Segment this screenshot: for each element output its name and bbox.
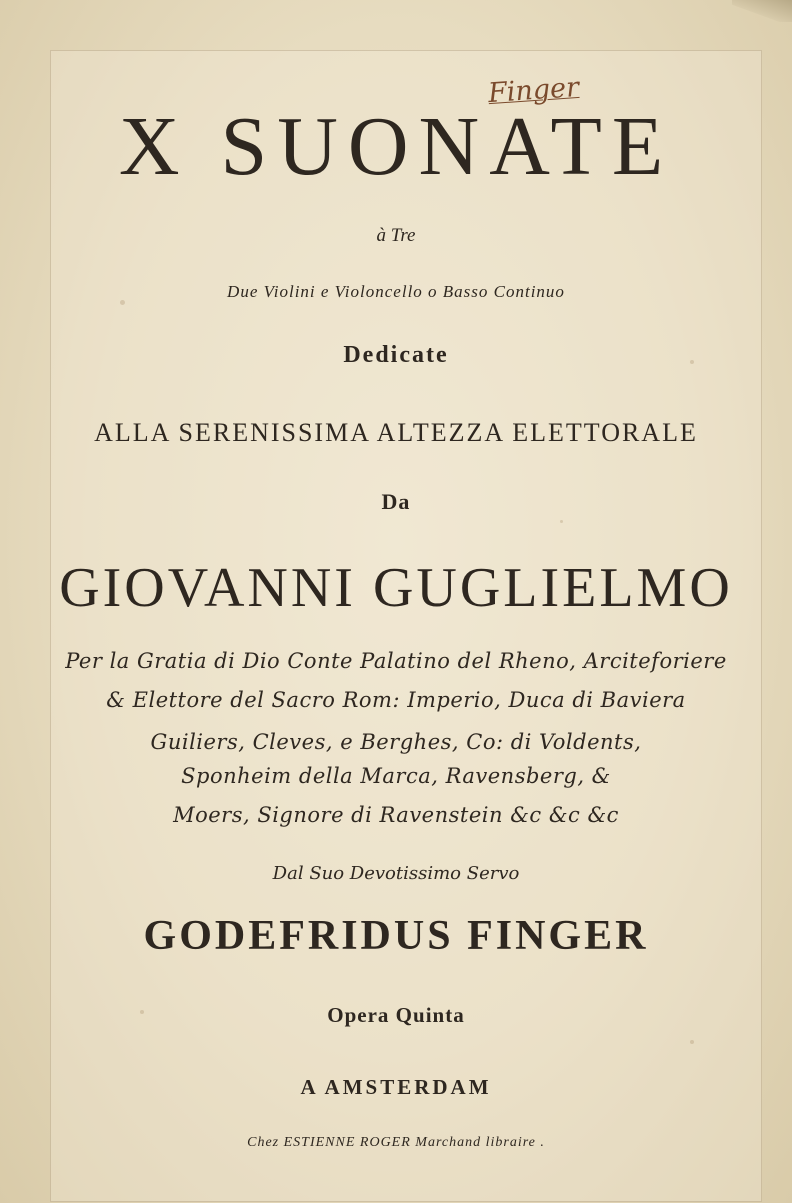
foxing-spot xyxy=(690,1040,694,1044)
servo-line: Dal Suo Devotissimo Servo xyxy=(272,863,520,884)
publication-place: A AMSTERDAM xyxy=(300,1075,492,1099)
opus-number: Opera Quinta xyxy=(327,1003,465,1027)
handwritten-signature: Finger xyxy=(487,71,580,110)
foxing-spot xyxy=(560,520,563,523)
dedicatee-name: GIOVANNI GUGLIELMO xyxy=(59,557,733,619)
title-line-2: & Elettore del Sacro Rom: Imperio, Duca di Baviera xyxy=(106,688,686,712)
publisher-imprint: Chez ESTIENNE ROGER Marchand libraire . xyxy=(247,1135,545,1150)
title-line-3: Guiliers, Cleves, e Berghes, Co: di Voldents, xyxy=(150,730,642,754)
da-label: Da xyxy=(381,489,411,514)
plate-mark xyxy=(50,50,762,1202)
dedicate-heading: Dedicate xyxy=(343,342,449,368)
instrumentation: Due Violini e Violoncello o Basso Continuo xyxy=(227,282,565,301)
composer-name: GODEFRIDUS FINGER xyxy=(143,913,649,959)
title-line-1: Per la Gratia di Dio Conte Palatino del Rheno, Arciteforiere xyxy=(65,649,727,673)
title-line-4: Sponheim della Marca, Ravensberg, & xyxy=(181,764,611,788)
page-title: X SUONATE xyxy=(118,100,674,193)
subtitle-a-tre: à Tre xyxy=(376,225,416,246)
folded-corner xyxy=(732,0,792,22)
title-line-5: Moers, Signore di Ravenstein &c &c &c xyxy=(173,803,619,827)
dedication-line: ALLA SERENISSIMA ALTEZZA ELETTORALE xyxy=(94,418,698,447)
